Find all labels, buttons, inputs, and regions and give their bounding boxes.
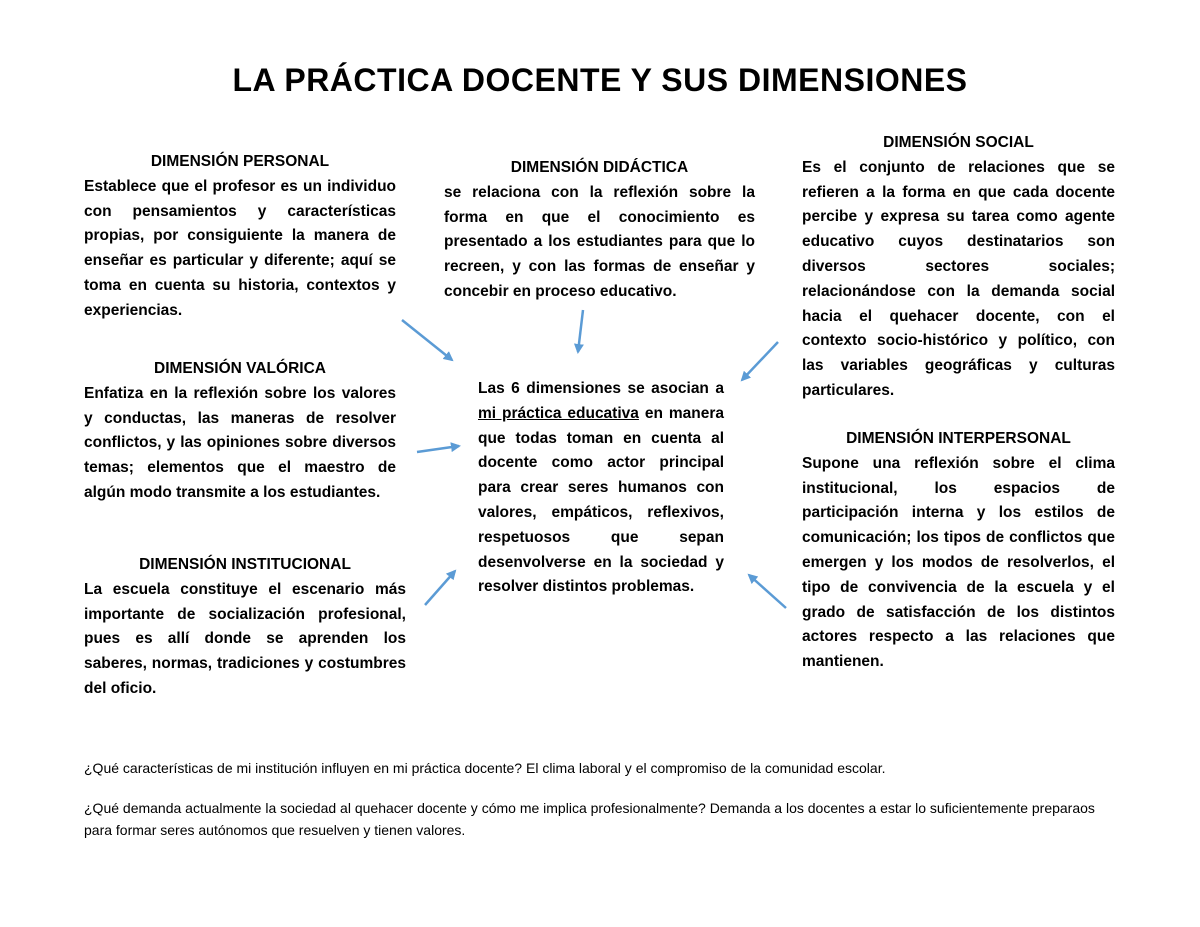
dimension-institucional-heading: DIMENSIÓN INSTITUCIONAL — [139, 556, 351, 573]
arrow-social — [742, 342, 778, 380]
page-title: LA PRÁCTICA DOCENTE Y SUS DIMENSIONES — [232, 62, 968, 98]
dimension-interpersonal-heading: DIMENSIÓN INTERPERSONAL — [846, 430, 1071, 447]
dimension-interpersonal-text: Supone una reflexión sobre el clima institucional, los espacios de participación interna y los estilos de comunicación; los tipos de conflictos que emergen y los modos de resolverlos, el tipo de convivencia de la escuela y el grado de satisfacción de los distintos actores respecto a las relaciones que mantienen. — [802, 454, 1115, 671]
center-text-pre: Las 6 dimensiones se asocian a — [478, 380, 724, 397]
dimension-social-heading: DIMENSIÓN SOCIAL — [883, 134, 1034, 151]
arrow-interpersonal — [749, 575, 786, 608]
arrow-institucional — [425, 571, 455, 605]
arrow-didactica — [578, 310, 583, 352]
mi-practica-educativa-link[interactable]: mi práctica educativa — [478, 404, 639, 422]
arrow-valorica — [417, 446, 459, 452]
dimension-didactica-text: se relaciona con la reflexión sobre la forma en que el conocimiento es presentado a los estudiantes para que lo recreen, y con las formas de enseñar y concebir en proceso educativo. — [444, 183, 755, 300]
dimension-didactica-heading: DIMENSIÓN DIDÁCTICA — [510, 159, 689, 176]
dimension-valorica-text: Enfatiza en la reflexión sobre los valores y conductas, las maneras de resolver conflictos, y las opiniones sobre diversos temas; elementos que el maestro de algún modo transmite a los estudiantes. — [84, 384, 396, 501]
dimension-social-text: Es el conjunto de relaciones que se refieren a la forma en que cada docente percibe y expresa su tarea como agente educativo cuyos destinatarios son diversos sectores sociales; relacionándose con la demanda social hacia el quehacer docente, con el contexto socio-histórico y político, con las variables geográficas y culturas particulares. — [802, 158, 1115, 399]
dimension-personal-heading: DIMENSIÓN PERSONAL — [150, 153, 330, 170]
arrow-personal — [402, 320, 452, 360]
dimension-institucional-text: La escuela constituye el escenario más importante de socialización profesional, pues es allí donde se aprenden los saberes, normas, tradiciones y costumbres del oficio. — [84, 580, 406, 697]
question-1: ¿Qué características de mi institución influyen en mi práctica docente? El clima laboral y el compromiso de la comunidad escolar. — [84, 760, 886, 776]
center-text-post: en manera que todas toman en cuenta al docente como actor principal para crear seres humanos con valores, empáticos, reflexivos, respetuosos que sepan desenvolverse en la sociedad y resolver distintos problemas. — [478, 404, 724, 596]
dimension-valorica-heading: DIMENSIÓN VALÓRICA — [154, 360, 326, 377]
dimension-personal-text: Establece que el profesor es un individuo con pensamientos y características propias, por consiguiente la manera de enseñar es particular y diferente; aquí se toma en cuenta su historia, contextos y experiencias. — [84, 177, 396, 319]
question-2: ¿Qué demanda actualmente la sociedad al quehacer docente y cómo me implica profesionalmente? Demanda a los docentes a estar lo suficientemente preparaos para formar seres autónomos que resuelven y tienen valores. — [84, 800, 1095, 838]
